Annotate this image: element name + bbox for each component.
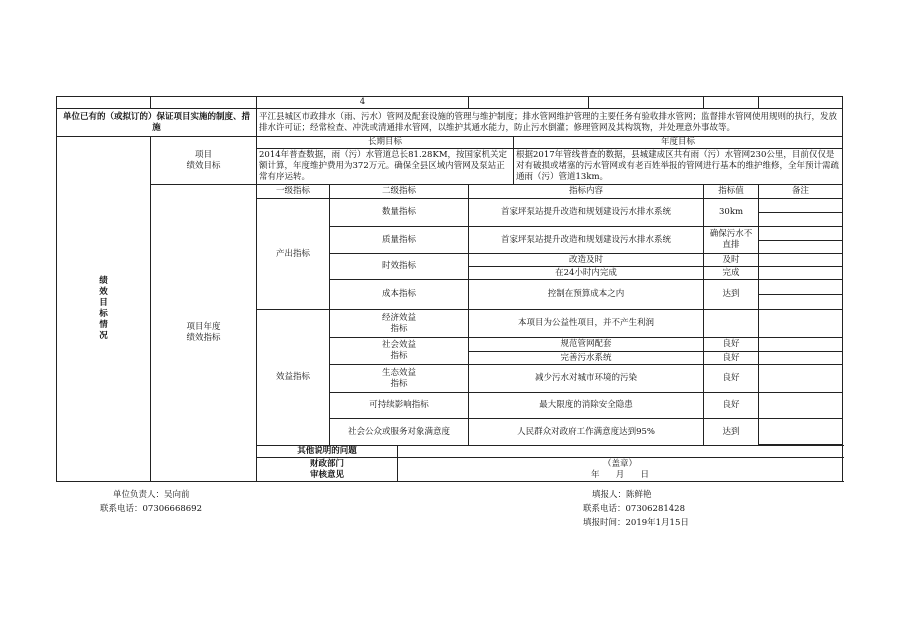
cost-content: 控制在预算成本之内 <box>469 280 704 310</box>
quality-value: 确保污水不直排 <box>704 227 759 254</box>
social-value-2: 良好 <box>704 352 759 365</box>
cell-empty <box>57 97 151 109</box>
remark-cell <box>759 241 843 254</box>
header-level1: 一级指标 <box>257 185 330 199</box>
remark-cell <box>759 419 843 445</box>
cost-value: 达到 <box>704 280 759 310</box>
footer-leader: 单位负责人：吴向前 <box>113 490 190 500</box>
output-label: 产出指标 <box>257 199 330 310</box>
remark-cell <box>759 213 843 227</box>
table-row <box>57 137 843 149</box>
footer-filler: 填报人：陈鲜艳 <box>592 490 652 500</box>
remark-cell <box>759 352 843 365</box>
social-name: 社会效益 指标 <box>330 338 469 365</box>
economic-name: 经济效益 指标 <box>330 310 469 338</box>
timeliness-value-2: 完成 <box>704 267 759 280</box>
system-text: 平江县城区市政排水（雨、污水）管网及配套设施的管理与维护制度；排水管网维护管理的主要任务有验收排水管网；监督排水管网使用规则的执行，发放排水许可证；经常检查、冲洗或清通排水管网，以维护其通水能力，防止污水倒灌；修理管网及其构筑物，并处理意外事故等。 <box>257 109 843 137</box>
ecological-content: 减少污水对城市环境的污染 <box>469 365 704 393</box>
performance-table <box>56 96 843 482</box>
remark-cell <box>759 295 843 310</box>
remark-cell <box>759 254 843 267</box>
cell-empty <box>759 97 843 109</box>
annual-text: 根据2017年管线普查的数据，县城建成区共有雨（污）水管网230公里，目前仅仅是对有破损或堵塞的污水管网或有老百姓举报的管网进行基本的维护维修，全年预计需疏通雨（污）管道13km。 <box>514 149 843 185</box>
sustainable-content: 最大限度的消除安全隐患 <box>469 393 704 419</box>
sustainable-value: 良好 <box>704 393 759 419</box>
other-text <box>398 446 843 458</box>
quantity-content: 首家坪泵站提升改造和规划建设污水排水系统 <box>469 199 704 227</box>
cost-name: 成本指标 <box>330 280 469 310</box>
header-value: 指标值 <box>704 185 759 199</box>
ecological-name: 生态效益 指标 <box>330 365 469 393</box>
row-number: 4 <box>257 97 469 109</box>
seal-date: 年 月 日 <box>591 469 649 480</box>
ecological-value: 良好 <box>704 365 759 393</box>
remark-cell <box>759 338 843 352</box>
remark-cell <box>759 199 843 213</box>
footer-filler-phone: 联系电话：07306281428 <box>583 504 685 514</box>
timeliness-content-2: 在24小时内完成 <box>469 267 704 280</box>
cell-empty <box>469 97 589 109</box>
goals-section-label <box>57 137 151 482</box>
satisfaction-content: 人民群众对政府工作满意度达到95% <box>469 419 704 446</box>
social-value-1: 良好 <box>704 338 759 352</box>
remark-cell <box>759 280 843 295</box>
finance-opinion <box>398 458 843 482</box>
benefit-label: 效益指标 <box>257 310 330 446</box>
remark-cell <box>759 267 843 280</box>
header-level2: 二级指标 <box>330 185 469 199</box>
remark-cell <box>759 365 843 393</box>
header-remark: 备注 <box>759 185 843 199</box>
timeliness-content-1: 改造及时 <box>469 254 704 267</box>
quantity-name: 数量指标 <box>330 199 469 227</box>
footer-leader-phone: 联系电话：07306668692 <box>100 504 202 514</box>
header-content: 指标内容 <box>469 185 704 199</box>
quality-content: 首家坪泵站提升改造和规划建设污水排水系统 <box>469 227 704 254</box>
other-label: 其他说明的问题 <box>257 446 398 458</box>
remark-cell <box>759 227 843 241</box>
table-row <box>57 109 843 137</box>
annual-header: 年度目标 <box>514 137 843 149</box>
quantity-value: 30km <box>704 199 759 227</box>
long-term-header: 长期目标 <box>257 137 514 149</box>
satisfaction-value: 达到 <box>704 419 759 446</box>
social-content-1: 规范管网配套 <box>469 338 704 352</box>
cell-empty <box>151 97 257 109</box>
goals-section-text: 绩效目标情况 <box>99 276 108 341</box>
sustainable-name: 可持续影响指标 <box>330 393 469 419</box>
finance-label: 财政部门 审核意见 <box>257 458 398 482</box>
social-content-2: 完善污水系统 <box>469 352 704 365</box>
cell-empty <box>704 97 759 109</box>
annual-indicator-label: 项目年度 绩效指标 <box>151 185 257 482</box>
long-term-text: 2014年普查数据，雨（污）水管道总长81.28KM，按国家机关定额计算，年度维护费用为372万元。确保全县区域内管网及泵站正常有序运转。 <box>257 149 514 185</box>
remark-cell <box>759 393 843 419</box>
satisfaction-name: 社会公众或服务对象满意度 <box>330 419 469 446</box>
table-row <box>57 185 843 199</box>
timeliness-name: 时效指标 <box>330 254 469 280</box>
item-goal-label: 项目 绩效目标 <box>151 137 257 185</box>
seal-text: （盖章） <box>603 458 638 469</box>
timeliness-value-1: 及时 <box>704 254 759 267</box>
footer-fill-date: 填报时间：2019年1月15日 <box>583 518 689 528</box>
economic-value <box>704 310 759 338</box>
cell-empty <box>589 97 704 109</box>
economic-content: 本项目为公益性项目，并不产生利润 <box>469 310 704 338</box>
remark-cell <box>759 310 843 338</box>
table-row <box>57 97 843 109</box>
system-label: 单位已有的（或拟订的）保证项目实施的制度、措施 <box>57 109 257 137</box>
quality-name: 质量指标 <box>330 227 469 254</box>
